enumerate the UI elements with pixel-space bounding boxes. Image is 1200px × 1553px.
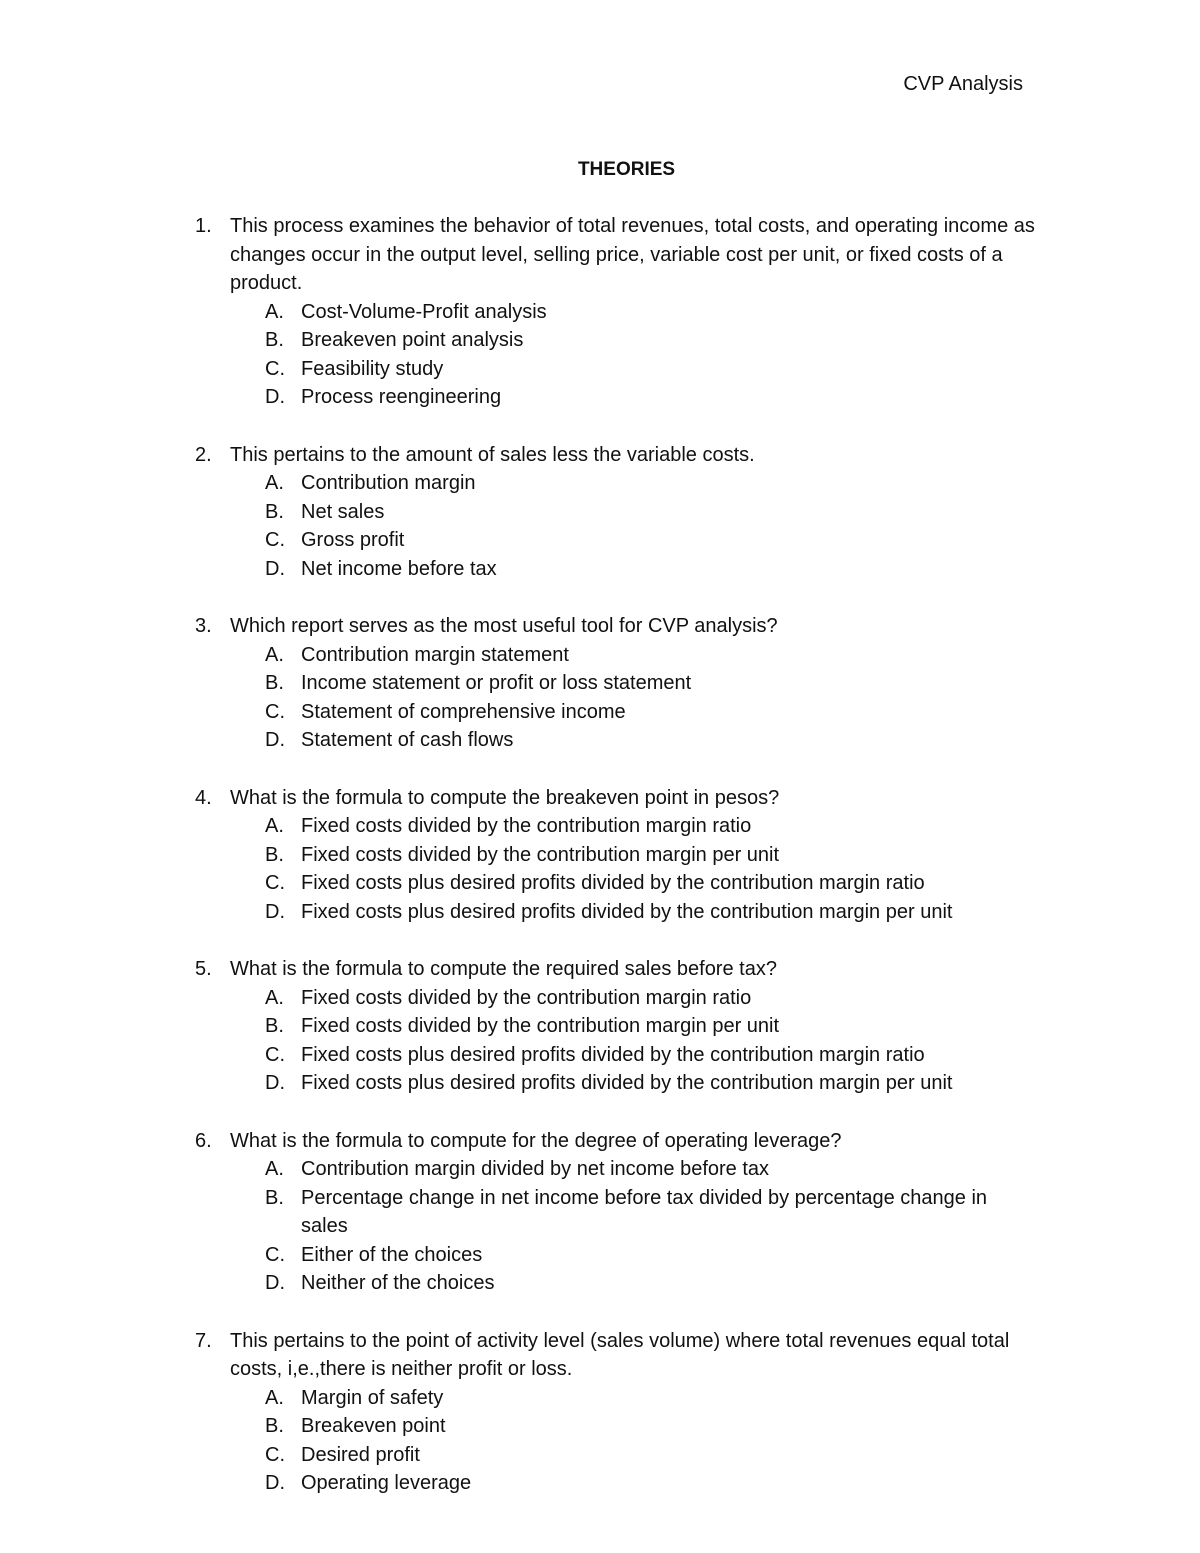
option-item xyxy=(265,869,1035,898)
option-letter: A. xyxy=(265,815,284,837)
option-item xyxy=(265,1441,1035,1470)
option-letter: B. xyxy=(265,500,284,523)
option-text: Contribution margin statement xyxy=(301,643,569,666)
option-letter: A. xyxy=(265,986,284,1009)
question-text: This pertains to the amount of sales less the variable costs. xyxy=(230,443,755,466)
option-letter: C. xyxy=(265,872,285,894)
running-header: CVP Analysis xyxy=(903,73,1023,95)
option-text: Either of the choices xyxy=(301,1243,483,1266)
option-letter: B. xyxy=(265,843,284,866)
option-item xyxy=(265,1041,1035,1070)
option-text: Statement of comprehensive income xyxy=(301,700,626,723)
option-text: Breakeven point xyxy=(301,1415,446,1437)
option-item xyxy=(265,841,1035,870)
option-text: Gross profit xyxy=(301,529,405,551)
option-text: Statement of cash flows xyxy=(301,729,514,751)
question-5 xyxy=(195,955,1035,1098)
question-text: What is the formula to compute for the degree of operating leverage? xyxy=(230,1129,842,1152)
option-letter: A. xyxy=(265,1386,284,1409)
question-4 xyxy=(195,784,1035,927)
option-item xyxy=(265,1069,1035,1098)
question-number: 7. xyxy=(195,1329,212,1352)
option-item xyxy=(265,669,1035,698)
option-item xyxy=(265,1469,1035,1498)
option-list xyxy=(265,298,1035,412)
option-item xyxy=(265,298,1035,327)
option-item xyxy=(265,355,1035,384)
option-text: Fixed costs plus desired profits divided by the contribution margin per unit xyxy=(301,900,953,923)
option-text: Cost-Volume-Profit analysis xyxy=(301,300,547,323)
question-3 xyxy=(195,612,1035,755)
option-letter: D. xyxy=(265,900,285,923)
option-text: Net sales xyxy=(301,500,385,523)
option-item xyxy=(265,469,1035,498)
option-letter: A. xyxy=(265,643,284,666)
option-item xyxy=(265,1412,1035,1441)
option-list xyxy=(265,984,1035,1098)
question-number: 1. xyxy=(195,215,212,237)
option-item xyxy=(265,698,1035,727)
option-item xyxy=(265,526,1035,555)
question-1 xyxy=(195,212,1035,412)
option-letter: D. xyxy=(265,1272,285,1294)
question-number: 2. xyxy=(195,443,212,466)
option-letter: B. xyxy=(265,1415,284,1437)
option-text: Fixed costs plus desired profits divided by the contribution margin ratio xyxy=(301,872,925,894)
option-letter: B. xyxy=(265,329,284,351)
option-item xyxy=(265,326,1035,355)
option-item xyxy=(265,812,1035,841)
option-text: Fixed costs divided by the contribution margin ratio xyxy=(301,986,752,1009)
option-list xyxy=(265,1384,1035,1498)
option-text: Neither of the choices xyxy=(301,1272,495,1294)
section-title: THEORIES xyxy=(577,159,676,180)
option-text: Breakeven point analysis xyxy=(301,329,524,351)
option-item xyxy=(265,555,1035,584)
question-text: Which report serves as the most useful tool for CVP analysis? xyxy=(230,615,778,637)
option-text: Feasibility study xyxy=(301,357,444,380)
question-text: What is the formula to compute the required sales before tax? xyxy=(230,958,777,980)
option-letter: C. xyxy=(265,700,285,723)
option-item xyxy=(265,1184,1035,1241)
question-text: This pertains to the point of activity level (sales volume) where total revenues equal total costs, i,e.,there is neither profit or loss. xyxy=(230,1329,1010,1380)
option-item xyxy=(265,641,1035,670)
option-list xyxy=(265,641,1035,755)
option-text: Fixed costs plus desired profits divided by the contribution margin per unit xyxy=(301,1072,953,1094)
question-list xyxy=(195,212,1035,1527)
option-list xyxy=(265,1155,1035,1298)
option-letter: B. xyxy=(265,672,284,694)
option-letter: D. xyxy=(265,557,285,580)
option-item xyxy=(265,1241,1035,1270)
option-text: Desired profit xyxy=(301,1443,420,1466)
option-letter: C. xyxy=(265,357,285,380)
option-text: Contribution margin xyxy=(301,472,476,494)
question-number: 4. xyxy=(195,786,212,809)
option-letter: D. xyxy=(265,386,285,408)
question-6 xyxy=(195,1127,1035,1298)
option-item xyxy=(265,1012,1035,1041)
option-letter: A. xyxy=(265,300,284,323)
question-text: This process examines the behavior of total revenues, total costs, and operating income as changes occur in the output level, selling price, variable cost per unit, or fixed costs of a product. xyxy=(230,215,1035,294)
option-text: Fixed costs divided by the contribution margin per unit xyxy=(301,843,780,866)
option-item xyxy=(265,383,1035,412)
option-text: Contribution margin divided by net income before tax xyxy=(301,1158,770,1180)
option-item xyxy=(265,726,1035,755)
option-letter: C. xyxy=(265,1443,285,1466)
option-text: Income statement or profit or loss statement xyxy=(301,672,692,694)
option-letter: B. xyxy=(265,1186,284,1209)
option-text: Percentage change in net income before tax divided by percentage change in sales xyxy=(301,1186,988,1237)
option-letter: D. xyxy=(265,1072,285,1094)
question-number: 5. xyxy=(195,958,212,980)
option-letter: C. xyxy=(265,1043,285,1066)
option-letter: D. xyxy=(265,1472,285,1494)
option-text: Operating leverage xyxy=(301,1472,472,1494)
option-text: Margin of safety xyxy=(301,1386,444,1409)
question-number: 6. xyxy=(195,1129,212,1152)
question-2 xyxy=(195,441,1035,584)
question-number: 3. xyxy=(195,615,212,637)
option-letter: C. xyxy=(265,529,285,551)
option-text: Fixed costs divided by the contribution margin ratio xyxy=(301,815,752,837)
option-item xyxy=(265,1269,1035,1298)
option-list xyxy=(265,812,1035,926)
option-text: Process reengineering xyxy=(301,386,502,408)
option-text: Fixed costs divided by the contribution margin per unit xyxy=(301,1015,780,1037)
option-item xyxy=(265,1384,1035,1413)
option-text: Net income before tax xyxy=(301,557,497,580)
option-letter: D. xyxy=(265,729,285,751)
option-letter: A. xyxy=(265,1158,284,1180)
option-letter: C. xyxy=(265,1243,285,1266)
option-item xyxy=(265,984,1035,1013)
option-item xyxy=(265,498,1035,527)
option-letter: B. xyxy=(265,1015,284,1037)
option-item xyxy=(265,1155,1035,1184)
question-text: What is the formula to compute the breakeven point in pesos? xyxy=(230,786,780,809)
question-7 xyxy=(195,1327,1035,1498)
option-letter: A. xyxy=(265,472,284,494)
option-list xyxy=(265,469,1035,583)
option-item xyxy=(265,898,1035,927)
option-text: Fixed costs plus desired profits divided by the contribution margin ratio xyxy=(301,1043,925,1066)
